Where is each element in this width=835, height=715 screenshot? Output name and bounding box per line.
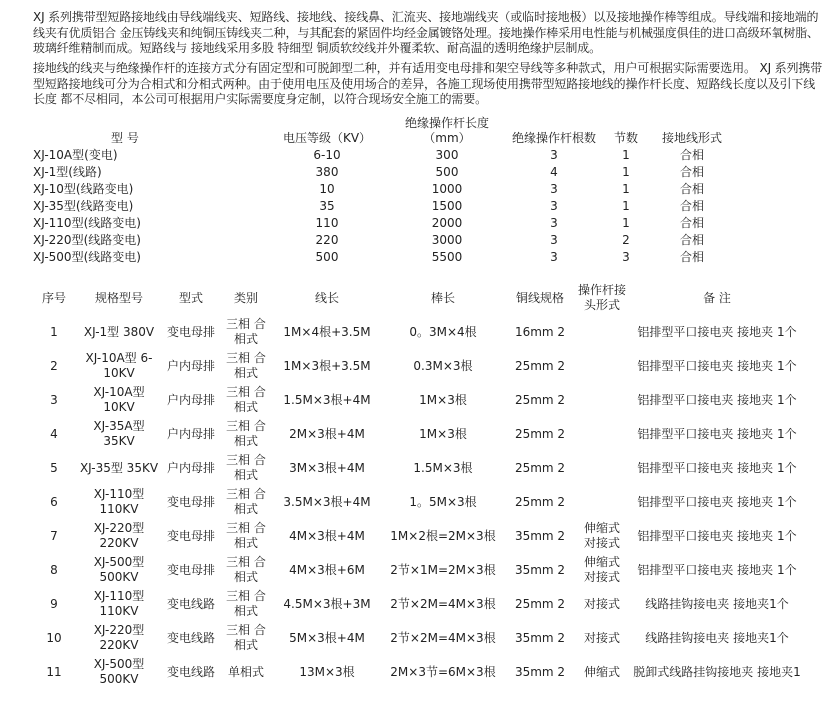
cell-rod-length: 0。3M×4根 [409, 324, 477, 339]
detail-spec-row [31, 383, 807, 417]
cell-style: 变电母排 [166, 324, 215, 339]
cell-copper-spec: 25mm 2 [514, 596, 566, 611]
cell-index: 8 [50, 562, 58, 577]
cell-category: 三相 合相式 [226, 351, 266, 380]
cell-ground-type: 合相 [679, 165, 704, 179]
cell-rod-length: 3000 [431, 232, 463, 247]
cell-voltage: 35 [319, 198, 335, 213]
header-index: 序号 [41, 290, 66, 305]
cell-remarks: 铝排型平口接电夹 接地夹 1个 [637, 426, 797, 441]
cell-wire-length: 1M×4根+3.5M [283, 324, 371, 339]
cell-copper-spec: 35mm 2 [514, 562, 566, 577]
cell-sections: 1 [622, 181, 630, 196]
cell-remarks: 铝排型平口接电夹 接地夹 1个 [637, 562, 797, 577]
cell-connector-type: 对接式 [583, 596, 620, 611]
cell-style: 户内母排 [166, 358, 215, 373]
cell-ground-type: 合相 [679, 199, 704, 213]
header-wire-length: 线长 [314, 290, 339, 305]
cell-wire-length: 4M×3根+6M [289, 562, 365, 577]
cell-copper-spec: 25mm 2 [514, 494, 566, 509]
detail-spec-row [31, 519, 807, 553]
header-connector-type: 操作杆接头形式 [577, 283, 626, 312]
cell-index: 4 [50, 426, 58, 441]
cell-spec-model: XJ-220型 220KV [93, 623, 145, 652]
cell-rod-length: 2000 [431, 215, 463, 230]
cell-index: 6 [50, 494, 58, 509]
cell-category: 三相 合相式 [226, 317, 266, 346]
detail-spec-row [31, 315, 807, 349]
cell-wire-length: 3.5M×3根+4M [283, 494, 371, 509]
cell-connector-type [577, 315, 627, 349]
cell-category: 三相 合相式 [226, 521, 266, 550]
detail-spec-row [31, 621, 807, 655]
cell-voltage: 10 [319, 181, 335, 196]
cell-model: XJ-110型(线路变电) [33, 216, 141, 230]
header-spec-model: 规格型号 [94, 290, 143, 305]
header-voltage: 电压等级（KV） [282, 131, 372, 145]
cell-style: 变电线路 [166, 664, 215, 679]
cell-category: 三相 合相式 [226, 385, 266, 414]
cell-rod-count: 3 [550, 249, 558, 264]
cell-rod-length: 2节×2M=4M×3根 [390, 630, 496, 645]
cell-voltage: 220 [315, 232, 339, 247]
cell-spec-model: XJ-10A型 6-10KV [85, 351, 153, 380]
cell-sections: 1 [622, 198, 630, 213]
cell-copper-spec: 25mm 2 [514, 392, 566, 407]
cell-rod-length: 500 [435, 164, 459, 179]
cell-index: 7 [50, 528, 58, 543]
cell-model: XJ-35型(线路变电) [33, 199, 134, 213]
cell-category: 三相 合相式 [226, 555, 266, 584]
model-spec-row [33, 180, 733, 197]
cell-model: XJ-220型(线路变电) [33, 233, 141, 247]
cell-copper-spec: 35mm 2 [514, 664, 566, 679]
model-spec-table [33, 116, 733, 265]
cell-rod-length: 0.3M×3根 [413, 358, 473, 373]
cell-rod-length: 1500 [431, 198, 463, 213]
cell-rod-count: 4 [550, 164, 558, 179]
cell-rod-length: 2节×1M=2M×3根 [390, 562, 496, 577]
detail-spec-row [31, 451, 807, 485]
cell-rod-length: 1M×3根 [419, 426, 467, 441]
cell-rod-length: 1000 [431, 181, 463, 196]
cell-wire-length: 2M×3根+4M [289, 426, 365, 441]
cell-remarks: 铝排型平口接电夹 接地夹 1个 [637, 358, 797, 373]
model-spec-row [33, 214, 733, 231]
cell-index: 10 [46, 630, 62, 645]
cell-ground-type: 合相 [679, 182, 704, 196]
cell-spec-model: XJ-220型 220KV [93, 521, 145, 550]
cell-connector-type [577, 451, 627, 485]
cell-category: 单相式 [227, 664, 264, 679]
cell-index: 11 [46, 664, 62, 679]
cell-connector-type [577, 485, 627, 519]
cell-style: 变电母排 [166, 562, 215, 577]
detail-spec-row [31, 485, 807, 519]
header-category: 类别 [233, 290, 258, 305]
cell-ground-type: 合相 [679, 250, 704, 264]
cell-spec-model: XJ-35A型 35KV [93, 419, 145, 448]
cell-rod-count: 3 [550, 147, 558, 162]
cell-spec-model: XJ-110型 110KV [93, 487, 145, 516]
cell-category: 三相 合相式 [226, 589, 266, 618]
cell-copper-spec: 16mm 2 [514, 324, 566, 339]
detail-spec-row [31, 655, 807, 689]
cell-connector-type: 对接式 [583, 630, 620, 645]
header-model: 型 号 [111, 131, 139, 145]
cell-rod-length: 1.5M×3根 [413, 460, 473, 475]
cell-wire-length: 13M×3根 [299, 664, 355, 679]
cell-remarks: 铝排型平口接电夹 接地夹 1个 [637, 494, 797, 509]
header-rod-length-detail: 棒长 [430, 290, 455, 305]
cell-copper-spec: 25mm 2 [514, 358, 566, 373]
model-spec-row [33, 197, 733, 214]
cell-sections: 1 [622, 147, 630, 162]
cell-ground-type: 合相 [679, 216, 704, 230]
cell-copper-spec: 25mm 2 [514, 460, 566, 475]
cell-style: 变电母排 [166, 494, 215, 509]
model-spec-row [33, 231, 733, 248]
cell-rod-count: 3 [550, 215, 558, 230]
header-style: 型式 [178, 290, 203, 305]
cell-copper-spec: 35mm 2 [514, 528, 566, 543]
intro-paragraph-2: 接地线的线夹与绝缘操作杆的连接方式分有固定型和可脱卸型二种，并有适用变电母排和架空导线等多种款式，用户可根据实际需要选用。 XJ 系列携带型短路接地线可分为合相式和分相式两种。由于使用电压及使用场合的差异，各施工现场使用携带型短路接地线的操作杆长度、短路线长度以及引下线长度 都不尽相同，本公司可根据用户实际需要度身定制，以符合现场安全施工的需要。 [33, 61, 823, 106]
cell-remarks: 铝排型平口接电夹 接地夹 1个 [637, 392, 797, 407]
header-rod-length: 绝缘操作杆长度（mm） [404, 116, 489, 145]
cell-ground-type: 合相 [679, 148, 704, 162]
cell-category: 三相 合相式 [226, 623, 266, 652]
cell-sections: 1 [622, 215, 630, 230]
cell-rod-length: 5500 [431, 249, 463, 264]
intro-paragraph-1: XJ 系列携带型短路接地线由导线端线夹、短路线、接地线、接线鼻、汇流夹、接地端线夹（或临时接地极）以及接地操作棒等组成。导线端和接地端的线夹有优质铝合 金压铸线夹和纯铜压铸线夹二种，与其配套的紧固件均经金属镀铬处理。接地操作棒采用电性能与机械强度俱佳的进口高级环氧树脂、玻璃纤维精制而成。短路线与 接地线采用多股 特细型 铜质软绞线并外覆柔软、耐高温的透明绝缘护层制成。 [33, 10, 819, 55]
cell-voltage: 110 [315, 215, 339, 230]
cell-rod-length: 2节×2M=4M×3根 [390, 596, 496, 611]
cell-remarks: 线路挂钩接电夹 接地夹1个 [645, 596, 789, 611]
cell-style: 变电母排 [166, 528, 215, 543]
cell-copper-spec: 25mm 2 [514, 426, 566, 441]
header-sections: 节数 [613, 131, 638, 145]
model-spec-row [33, 248, 733, 265]
cell-connector-type: 伸缩式 对接式 [583, 521, 620, 550]
cell-index: 1 [50, 324, 58, 339]
model-spec-row [33, 146, 733, 163]
cell-wire-length: 1M×3根+3.5M [283, 358, 371, 373]
cell-style: 户内母排 [166, 426, 215, 441]
cell-category: 三相 合相式 [226, 487, 266, 516]
detail-spec-row [31, 587, 807, 621]
cell-index: 9 [50, 596, 58, 611]
cell-spec-model: XJ-500型 500KV [93, 555, 145, 584]
cell-model: XJ-10A型(变电) [33, 148, 118, 162]
model-spec-row [33, 163, 733, 180]
cell-sections: 2 [622, 232, 630, 247]
header-copper-spec: 铜线规格 [515, 290, 564, 305]
cell-remarks: 铝排型平口接电夹 接地夹 1个 [637, 528, 797, 543]
cell-connector-type [577, 383, 627, 417]
cell-index: 3 [50, 392, 58, 407]
cell-rod-length: 1M×3根 [419, 392, 467, 407]
detail-spec-header-row [31, 281, 807, 315]
cell-rod-count: 3 [550, 181, 558, 196]
header-remarks: 备 注 [703, 290, 731, 305]
cell-rod-length: 1。5M×3根 [409, 494, 477, 509]
cell-rod-length: 2M×3节=6M×3根 [390, 664, 496, 679]
cell-voltage: 380 [315, 164, 339, 179]
model-spec-header-row [33, 116, 733, 146]
cell-wire-length: 4M×3根+4M [289, 528, 365, 543]
cell-voltage: 500 [315, 249, 339, 264]
detail-spec-table [31, 281, 807, 689]
cell-sections: 1 [622, 164, 630, 179]
header-rod-count: 绝缘操作杆根数 [511, 131, 596, 145]
cell-remarks: 脱卸式线路挂钩接地夹 接地夹1 [633, 664, 801, 679]
detail-spec-row [31, 553, 807, 587]
cell-wire-length: 1.5M×3根+4M [283, 392, 371, 407]
cell-connector-type: 伸缩式 [583, 664, 620, 679]
cell-spec-model: XJ-1型 380V [83, 324, 155, 339]
detail-spec-row [31, 349, 807, 383]
cell-spec-model: XJ-10A型 10KV [93, 385, 145, 414]
cell-rod-count: 3 [550, 232, 558, 247]
cell-style: 变电线路 [166, 596, 215, 611]
cell-wire-length: 5M×3根+4M [289, 630, 365, 645]
cell-remarks: 线路挂钩接电夹 接地夹1个 [645, 630, 789, 645]
cell-connector-type [577, 417, 627, 451]
cell-sections: 3 [622, 249, 630, 264]
cell-remarks: 铝排型平口接电夹 接地夹 1个 [637, 460, 797, 475]
cell-rod-length: 300 [435, 147, 459, 162]
cell-voltage: 6-10 [313, 147, 341, 162]
cell-model: XJ-1型(线路) [33, 165, 102, 179]
cell-style: 户内母排 [166, 392, 215, 407]
cell-style: 户内母排 [166, 460, 215, 475]
cell-model: XJ-10型(线路变电) [33, 182, 134, 196]
cell-spec-model: XJ-110型 110KV [93, 589, 145, 618]
cell-category: 三相 合相式 [226, 419, 266, 448]
cell-connector-type [577, 349, 627, 383]
cell-remarks: 铝排型平口接电夹 接地夹 1个 [637, 324, 797, 339]
cell-index: 5 [50, 460, 58, 475]
cell-wire-length: 3M×3根+4M [289, 460, 365, 475]
cell-index: 2 [50, 358, 58, 373]
cell-wire-length: 4.5M×3根+3M [283, 596, 371, 611]
header-ground-type: 接地线形式 [661, 131, 722, 145]
cell-spec-model: XJ-500型 500KV [93, 657, 145, 686]
cell-rod-length: 1M×2根=2M×3根 [390, 528, 496, 543]
cell-connector-type: 伸缩式 对接式 [583, 555, 620, 584]
cell-model: XJ-500型(线路变电) [33, 250, 141, 264]
cell-copper-spec: 35mm 2 [514, 630, 566, 645]
detail-spec-row [31, 417, 807, 451]
cell-rod-count: 3 [550, 198, 558, 213]
cell-ground-type: 合相 [679, 233, 704, 247]
cell-spec-model: XJ-35型 35KV [79, 460, 159, 475]
cell-category: 三相 合相式 [226, 453, 266, 482]
cell-style: 变电线路 [166, 630, 215, 645]
